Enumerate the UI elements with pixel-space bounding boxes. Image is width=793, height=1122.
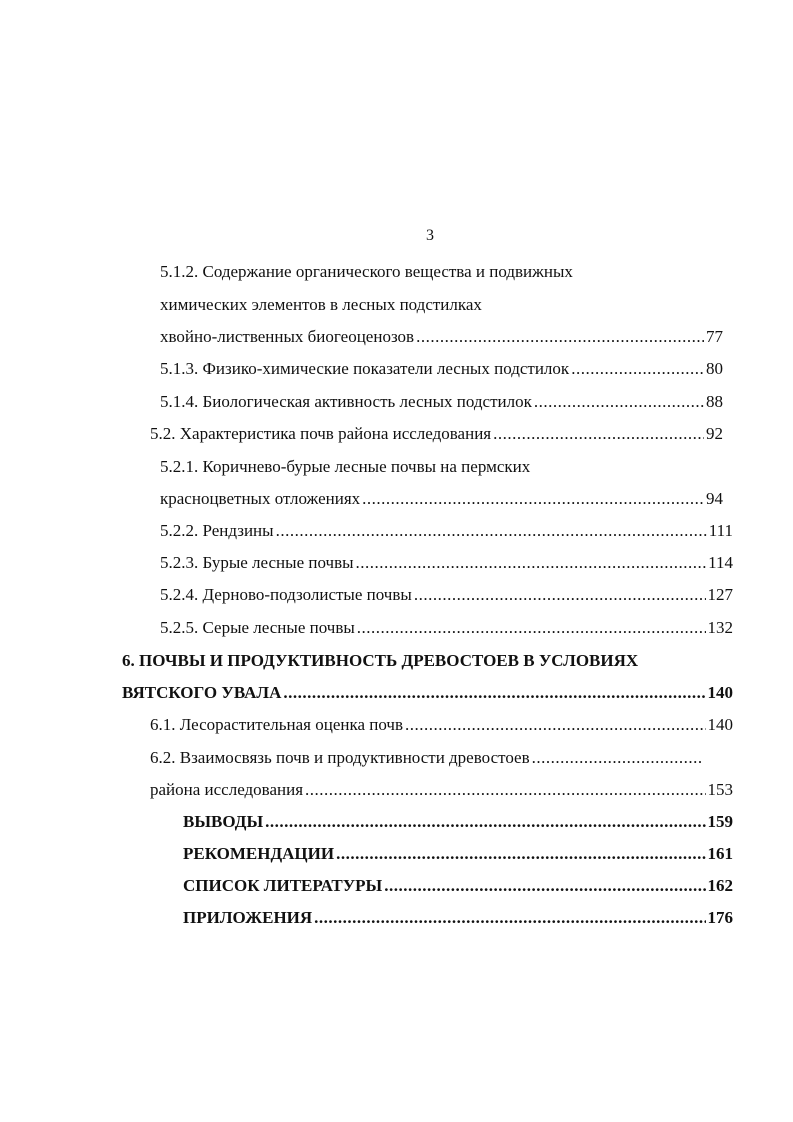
toc-entry-5-2-2[interactable] bbox=[160, 520, 733, 542]
toc-entry-label: 5.2.2. Рендзины bbox=[160, 521, 274, 540]
leader-dots bbox=[532, 747, 701, 769]
leader-dots bbox=[356, 552, 707, 574]
toc-entry-label: РЕКОМЕНДАЦИИ bbox=[183, 844, 335, 863]
toc-page-number: 162 bbox=[707, 876, 733, 895]
toc-entry-5-1-2-line-2: химических элементов в лесных подстилках bbox=[160, 295, 482, 314]
toc-entry-6-2-line-1 bbox=[150, 747, 703, 769]
toc-page-number: 114 bbox=[708, 553, 733, 572]
toc-page-number: 159 bbox=[707, 812, 733, 831]
toc-entry-label: 5.1.3. Физико-химические показатели лесных подстилок bbox=[160, 359, 570, 378]
leader-dots bbox=[362, 488, 704, 510]
toc-entry-6-2[interactable] bbox=[150, 779, 733, 801]
toc-page-number: 92 bbox=[706, 424, 723, 443]
toc-entry-appendices[interactable] bbox=[183, 907, 733, 929]
leader-dots bbox=[571, 358, 704, 380]
toc-entry-label: СПИСОК ЛИТЕРАТУРЫ bbox=[183, 876, 383, 895]
toc-chapter-6[interactable] bbox=[122, 682, 733, 704]
toc-entry-label: хвойно-лиственных биогеоценозов bbox=[160, 327, 415, 346]
leader-dots bbox=[414, 584, 706, 606]
toc-page-number: 153 bbox=[707, 780, 733, 799]
leader-dots bbox=[534, 391, 704, 413]
toc-entry-5-1-3[interactable] bbox=[160, 358, 723, 380]
leader-dots bbox=[305, 779, 705, 801]
toc-entry-conclusions[interactable] bbox=[183, 811, 733, 833]
toc-entry-references[interactable] bbox=[183, 875, 733, 897]
toc-page-number: 140 bbox=[707, 715, 733, 734]
toc-entry-label: 5.2.4. Дерново-подзолистые почвы bbox=[160, 585, 412, 604]
leader-dots bbox=[314, 907, 705, 929]
toc-entry-5-1-2[interactable] bbox=[160, 326, 723, 348]
leader-dots bbox=[336, 843, 705, 865]
toc-entry-5-2-1[interactable] bbox=[160, 488, 723, 510]
leader-dots bbox=[493, 423, 704, 445]
toc-entry-label: ВЯТСКОГО УВАЛА bbox=[122, 683, 282, 702]
leader-dots bbox=[384, 875, 705, 897]
toc-chapter-6-line-1: 6. ПОЧВЫ И ПРОДУКТИВНОСТЬ ДРЕВОСТОЕВ В УСЛОВИЯХ bbox=[122, 651, 639, 670]
toc-entry-5-1-4[interactable] bbox=[160, 391, 723, 413]
toc-entry-6-1[interactable] bbox=[150, 714, 733, 736]
leader-dots bbox=[416, 326, 704, 348]
toc-page-number: 140 bbox=[707, 683, 733, 702]
toc-entry-label: 6.2. Взаимосвязь почв и продуктивности древостоев bbox=[150, 748, 530, 767]
toc-page-number: 77 bbox=[706, 327, 723, 346]
toc-entry-label: ВЫВОДЫ bbox=[183, 812, 264, 831]
toc-entry-recommendations[interactable] bbox=[183, 843, 733, 865]
toc-entry-5-1-2-line-1: 5.1.2. Содержание органического вещества и подвижных bbox=[160, 262, 573, 281]
toc-entry-label: района исследования bbox=[150, 780, 304, 799]
toc-page-number: 88 bbox=[706, 392, 723, 411]
toc-page-number: 161 bbox=[707, 844, 733, 863]
toc-page-number: 80 bbox=[706, 359, 723, 378]
toc-entry-label: 5.2.5. Серые лесные почвы bbox=[160, 618, 355, 637]
toc-page-number: 111 bbox=[708, 521, 733, 540]
leader-dots bbox=[357, 617, 706, 639]
toc-entry-label: красноцветных отложениях bbox=[160, 489, 361, 508]
leader-dots bbox=[276, 520, 707, 542]
toc-page-number: 132 bbox=[707, 618, 733, 637]
toc-entry-5-2-5[interactable] bbox=[160, 617, 733, 639]
toc-entry-label: 6.1. Лесорастительная оценка почв bbox=[150, 715, 403, 734]
leader-dots bbox=[265, 811, 705, 833]
toc-page-number: 127 bbox=[707, 585, 733, 604]
toc-entry-label: 5.2.3. Бурые лесные почвы bbox=[160, 553, 354, 572]
toc-entry-label: 5.2. Характеристика почв района исследования bbox=[150, 424, 492, 443]
toc-entry-label: 5.1.4. Биологическая активность лесных подстилок bbox=[160, 392, 532, 411]
toc-page-number: 94 bbox=[706, 489, 723, 508]
toc-entry-5-2[interactable] bbox=[150, 423, 723, 445]
toc-entry-label: ПРИЛОЖЕНИЯ bbox=[183, 908, 313, 927]
toc-entry-5-2-1-line-1: 5.2.1. Коричнево-бурые лесные почвы на пермских bbox=[160, 457, 531, 476]
toc-entry-5-2-4[interactable] bbox=[160, 584, 733, 606]
toc-page-number: 176 bbox=[707, 908, 733, 927]
leader-dots bbox=[283, 682, 705, 704]
leader-dots bbox=[405, 714, 706, 736]
toc-entry-5-2-3[interactable] bbox=[160, 552, 733, 574]
page-number: 3 bbox=[426, 227, 434, 244]
